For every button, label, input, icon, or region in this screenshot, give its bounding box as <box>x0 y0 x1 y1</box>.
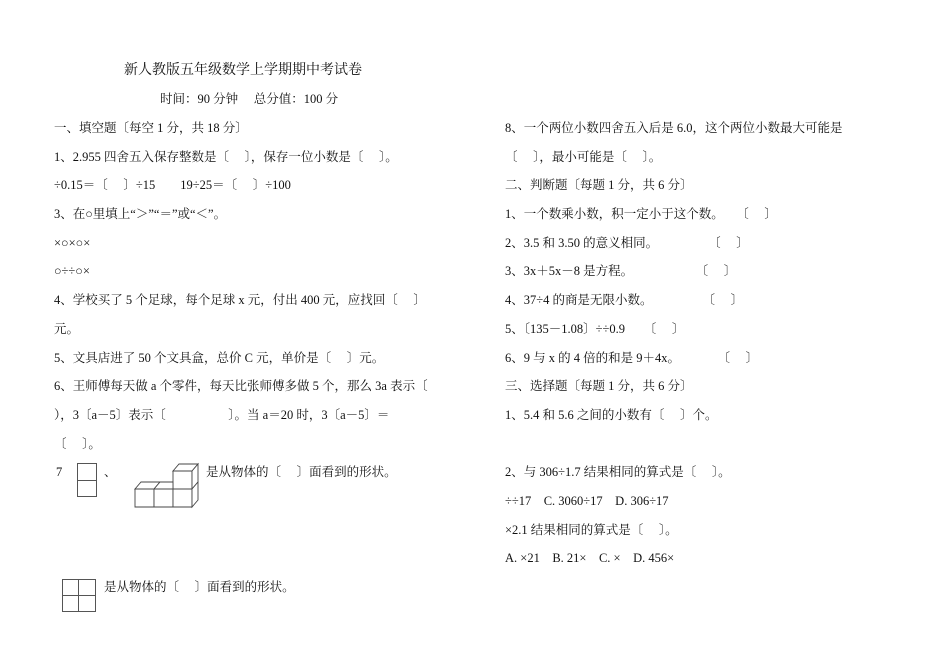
question-6-cont: ），3〔a－5〕表示〔 〕。当 a＝20 时，3〔a－5〕＝ <box>54 408 390 422</box>
choice-3: ×2.1 结果相同的算式是〔 〕。 <box>505 523 678 537</box>
judge-3: 3、3x＋5x－8 是方程。 〔 〕 <box>505 264 737 278</box>
exam-info: 时间：90 分钟 总分值：100 分 <box>160 92 339 106</box>
square-grid-cell-br <box>78 595 96 612</box>
section-choice-heading: 三、选择题〔每题 1 分，共 6 分〕 <box>505 379 693 393</box>
cube-stack-figure <box>133 462 201 510</box>
section-true-false-heading: 二、判断题〔每题 1 分，共 6 分〕 <box>505 178 693 192</box>
choice-3-options: A. ×21 B. 21× C. × D. 456× <box>505 551 675 565</box>
question-3-line-a: ×○×○× <box>54 236 91 250</box>
choice-2-options: ÷÷17 C. 3060÷17 D. 306÷17 <box>505 494 669 508</box>
question-7-text-b: 是从物体的〔 〕面看到的形状。 <box>104 580 295 594</box>
question-3: 3、在○里填上“＞”“＝”或“＜”。 <box>54 207 227 221</box>
judge-1: 1、一个数乘小数，积一定小于这个数。 〔 〕 <box>505 207 777 221</box>
question-7-text-a: 是从物体的〔 〕面看到的形状。 <box>206 465 397 479</box>
choice-2: 2、与 306÷1.7 结果相同的算式是〔 〕。 <box>505 465 731 479</box>
question-8-cont: 〔 〕，最小可能是〔 〕。 <box>505 150 662 164</box>
question-4: 4、学校买了 5 个足球，每个足球 x 元，付出 400 元，应找回〔 〕 <box>54 293 426 307</box>
judge-2: 2、3.5 和 3.50 的意义相同。 〔 〕 <box>505 236 749 250</box>
judge-4: 4、37÷4 的商是无限小数。 〔 〕 <box>505 293 744 307</box>
question-6: 6、王师傅每天做 a 个零件，每天比张师傅多做 5 个，那么 3a 表示〔 <box>54 379 428 393</box>
choice-1: 1、5.4 和 5.6 之间的小数有〔 〕个。 <box>505 408 718 422</box>
question-1: 1、2.955 四舍五入保存整数是〔 〕，保存一位小数是〔 〕。 <box>54 150 398 164</box>
square-grid-cell-bl <box>62 595 79 612</box>
page-title: 新人教版五年级数学上学期期中考试卷 <box>124 63 362 78</box>
vertical-grid-bottom-cell <box>77 480 97 497</box>
question-7-number: 7 <box>56 465 63 479</box>
judge-5: 5、〔135－1.08〕÷÷0.9 〔 〕 <box>505 322 685 336</box>
question-4-cont: 元。 <box>54 322 80 336</box>
question-8: 8、一个两位小数四舍五入后是 6.0，这个两位小数最大可能是 <box>505 121 843 135</box>
judge-6: 6、9 与 x 的 4 倍的和是 9＋4x。 〔 〕 <box>505 351 759 365</box>
question-6-cont-2: 〔 〕。 <box>54 437 101 451</box>
section-fill-blank-heading: 一、填空题〔每空 1 分，共 18 分〕 <box>54 121 248 135</box>
question-2: ÷0.15＝〔 〕÷15 19÷25＝〔 〕÷100 <box>54 178 291 192</box>
square-grid-cell-tr <box>78 579 96 596</box>
square-grid-cell-tl <box>62 579 79 596</box>
question-7-separator: 、 <box>104 465 117 479</box>
vertical-grid-top-cell <box>77 463 97 481</box>
question-5: 5、文具店进了 50 个文具盒，总价 C 元，单价是〔 〕元。 <box>54 351 385 365</box>
question-3-line-b: ○÷÷○× <box>54 264 90 278</box>
